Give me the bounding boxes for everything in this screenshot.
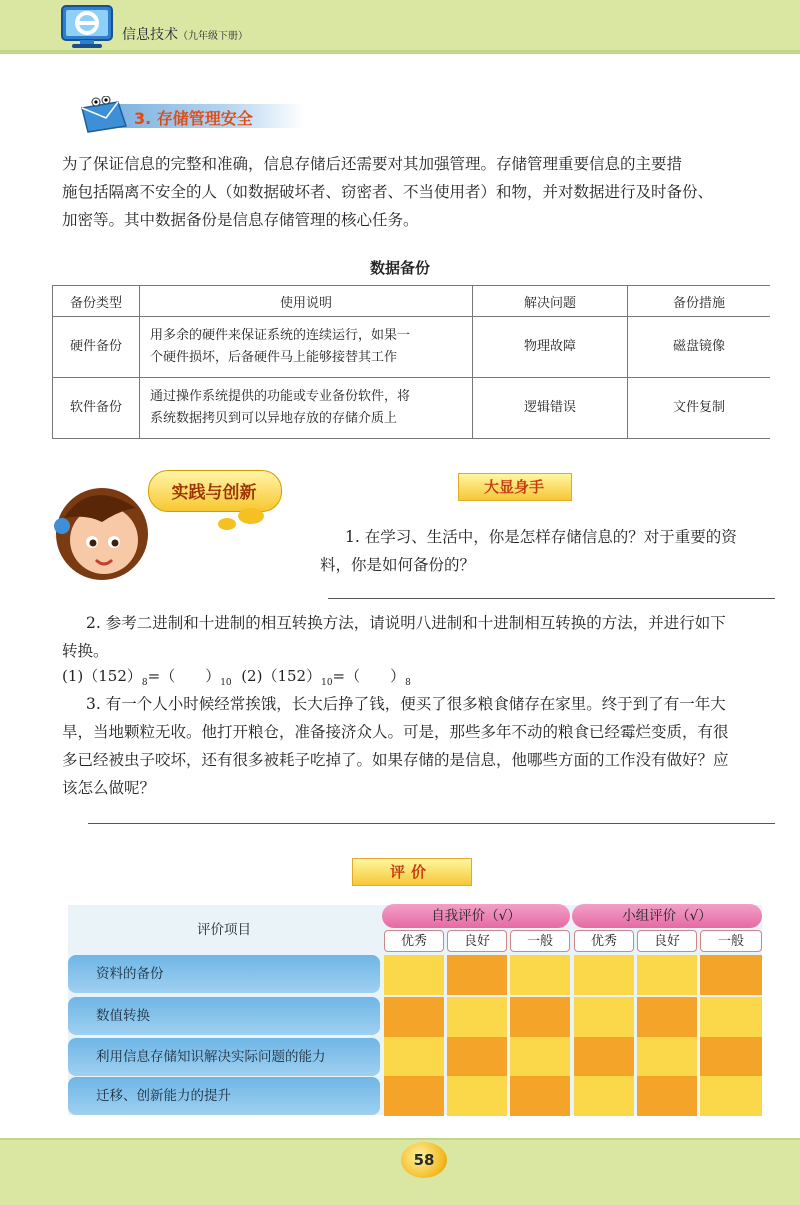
- book-title-text: 信息技术: [122, 27, 178, 43]
- rating-cell[interactable]: [637, 997, 697, 1037]
- cell-measure: 磁盘镜像: [628, 317, 771, 378]
- conversion-blank-2: =（ ）: [332, 667, 406, 685]
- question-2-line-2: 转换。: [62, 642, 109, 660]
- evaluation-title: 评价: [389, 863, 432, 881]
- conversion-item-1: (1)（152）: [62, 667, 142, 685]
- rating-cell[interactable]: [700, 955, 762, 995]
- task-banner-title: 大显身手: [483, 478, 544, 496]
- question-3-line-1: 3. 有一个人小时候经常挨饿，长大后挣了钱，便买了很多粮食储存在家里。终于到了有一年大: [86, 695, 726, 713]
- cell-type: 硬件备份: [53, 317, 140, 378]
- rating-cell[interactable]: [574, 997, 634, 1037]
- question-3-line-4: 该怎么做呢？: [62, 779, 156, 797]
- self-evaluation-header: 自我评价（√）: [382, 904, 570, 928]
- header-problem: 解决问题: [473, 286, 628, 317]
- section-title: 3. 存储管理安全: [134, 109, 253, 128]
- rating-cell[interactable]: [510, 1076, 570, 1116]
- rating-cell[interactable]: [510, 955, 570, 995]
- answer-line: [88, 823, 775, 824]
- header-desc: 使用说明: [140, 286, 473, 317]
- book-grade: （九年级下册）: [178, 31, 248, 42]
- evaluation-item: 利用信息存储知识解决实际问题的能力: [68, 1038, 380, 1076]
- bubble-dot: [238, 508, 264, 524]
- question-1-line-2: 料，你是如何备份的？: [320, 556, 476, 574]
- level-excellent: 优秀: [384, 930, 444, 952]
- rating-cell[interactable]: [637, 1076, 697, 1116]
- rating-cell[interactable]: [574, 1037, 634, 1077]
- evaluation-item: 数值转换: [68, 997, 380, 1035]
- rating-cell[interactable]: [510, 1037, 570, 1077]
- question-3-line-3: 多已经被虫子咬坏，还有很多被耗子吃掉了。如果存储的是信息，他哪些方面的工作没有做好？应: [62, 751, 729, 769]
- conversion-item-2: (2)（152）: [241, 667, 322, 685]
- rating-cell[interactable]: [574, 1076, 634, 1116]
- intro-line-1: 为了保证信息的完整和准确，信息存储后还需要对其加强管理。存储管理重要信息的主要措: [62, 155, 683, 173]
- header-stripe: [0, 50, 800, 54]
- table-caption: 数据备份: [369, 259, 430, 277]
- rating-cell[interactable]: [700, 1037, 762, 1077]
- cell-desc-line: 个硬件损坏，后备硬件马上能够接替其工作: [150, 350, 398, 365]
- cell-desc-line: 系统数据拷贝到可以异地存放的存储介质上: [150, 411, 398, 426]
- rating-cell[interactable]: [384, 997, 444, 1037]
- rating-cell[interactable]: [637, 1037, 697, 1077]
- conversion-blank-1: =（ ）: [147, 667, 221, 685]
- base-subscript: 8: [141, 678, 148, 688]
- evaluation-item-header: 评价项目: [197, 922, 251, 938]
- cell-type: 软件备份: [53, 378, 140, 439]
- level-fair: 一般: [510, 930, 570, 952]
- rating-cell[interactable]: [384, 955, 444, 995]
- table-row: [53, 317, 771, 378]
- level-fair: 一般: [700, 930, 762, 952]
- table-row: [53, 378, 771, 439]
- question-1-line-1: 1. 在学习、生活中，你是怎样存储信息的？对于重要的资: [345, 528, 737, 546]
- rating-cell[interactable]: [510, 997, 570, 1037]
- rating-cell[interactable]: [447, 955, 507, 995]
- rating-cell[interactable]: [384, 1076, 444, 1116]
- header-type: 备份类型: [53, 286, 140, 317]
- cell-problem: 物理故障: [473, 317, 628, 378]
- cell-problem: 逻辑错误: [473, 378, 628, 439]
- conversion-exercise: [62, 665, 411, 688]
- rating-cell[interactable]: [447, 1076, 507, 1116]
- bubble-dot: [218, 518, 236, 530]
- monitor-logo-icon: [58, 2, 116, 50]
- cell-desc-line: 通过操作系统提供的功能或专业备份软件，将: [150, 389, 411, 404]
- base-subscript: 8: [405, 678, 411, 688]
- practice-title: 实践与创新: [171, 483, 257, 503]
- header-measure: 备份措施: [628, 286, 771, 317]
- team-evaluation-header: 小组评价（√）: [572, 904, 762, 928]
- level-good: 良好: [447, 930, 507, 952]
- book-title: [122, 24, 248, 44]
- evaluation-item: 迁移、创新能力的提升: [68, 1077, 380, 1115]
- rating-cell[interactable]: [574, 955, 634, 995]
- page-footer-band: [0, 1140, 800, 1205]
- rating-cell[interactable]: [637, 955, 697, 995]
- intro-line-2: 施包括隔离不安全的人（如数据破坏者、窃密者、不当使用者）和物，并对数据进行及时备份、: [62, 183, 714, 201]
- rating-cell[interactable]: [447, 997, 507, 1037]
- question-3-line-2: 旱，当地颗粒无收。他打开粮仓，准备接济众人。可是，那些多年不动的粮食已经霉烂变质，有很: [62, 723, 729, 741]
- base-subscript: 10: [220, 678, 232, 688]
- level-excellent: 优秀: [574, 930, 634, 952]
- backup-table: [52, 285, 770, 439]
- answer-line: [328, 598, 775, 599]
- cell-desc-line: 用多余的硬件来保证系统的连续运行，如果一: [150, 328, 411, 343]
- level-good: 良好: [637, 930, 697, 952]
- envelope-mascot-icon: [78, 96, 138, 134]
- rating-cell[interactable]: [384, 1037, 444, 1077]
- page-header-band: [0, 0, 800, 52]
- cell-desc: [140, 378, 473, 439]
- table-header-row: [53, 286, 771, 317]
- rating-cell[interactable]: [700, 997, 762, 1037]
- rating-cell[interactable]: [700, 1076, 762, 1116]
- cell-measure: 文件复制: [628, 378, 771, 439]
- question-2-line-1: 2. 参考二进制和十进制的相互转换方法，请说明八进制和十进制相互转换的方法，并进行如下: [86, 614, 726, 632]
- page-number: 58: [413, 1151, 435, 1169]
- intro-line-3: 加密等。其中数据备份是信息存储管理的核心任务。: [62, 211, 419, 229]
- base-subscript: 10: [321, 678, 333, 688]
- girl-mascot-icon: [40, 468, 160, 588]
- evaluation-item: 资料的备份: [68, 955, 380, 993]
- rating-cell[interactable]: [447, 1037, 507, 1077]
- cell-desc: [140, 317, 473, 378]
